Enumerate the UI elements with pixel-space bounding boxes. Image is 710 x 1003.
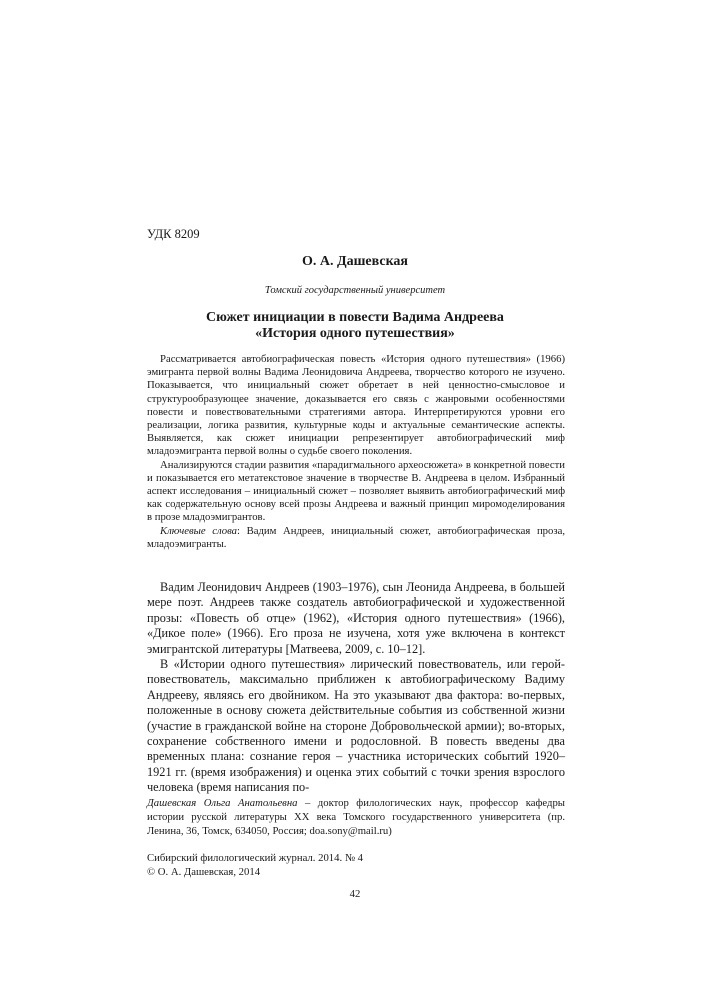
footnote-text: – доктор филологических наук, профессор кафедры истории русской литературы XX века Томского государственного университета (пр. Ленина, 36, Томск, 634050, Россия; doa.sony@mail.ru) [147, 797, 565, 837]
journal-info [147, 852, 363, 879]
copyright: © О. А. Дашевская, 2014 [147, 865, 261, 878]
abstract [147, 353, 565, 551]
udk-code: УДК 8209 [147, 227, 200, 241]
article-title-line-1: Сюжет инициации в повести Вадима Андреева [206, 310, 504, 325]
article-title [147, 310, 563, 342]
article-title-line-2: «История одного путешествия» [255, 326, 455, 341]
article-body [147, 580, 565, 796]
abstract-paragraph-2: Анализируются стадии развития «парадигмального археосюжета» в конкретной повести и показывается его метатекстовое значение в творчестве В. Андреева в целом. Избранный аспект исследования – инициальный сюжет – позволяет выявить автобиографический миф как содержательную основу всей прозы Андреева и важный принцип миромоделирования в прозе младоэмигрантов. [147, 458, 565, 524]
author-affiliation: Томский государственный университет [264, 285, 446, 296]
keywords [147, 525, 565, 551]
author-name: О. А. Дашевская [301, 254, 409, 269]
body-paragraph-2: В «Истории одного путешествия» лирический повествователь, или герой-повествователь, максимально приближен к автобиографическому Вадиму Андрееву, являясь его двойником. На это указывают два фактора: во-первых, положенные в основу сюжета действительные события из собственной жизни (участие в гражданской войне на стороне Добровольческой армии); во-вторых, сохранение собственного имени и родословной. В повесть введены два временных плана: сознание героя – участника исторических событий 1920–1921 гг. (время изображения) и оценка этих событий с точки зрения взрослого человека (время написания по- [147, 657, 565, 795]
keywords-label: Ключевые слова [160, 524, 238, 537]
keywords-list: : Вадим Андреев, инициальный сюжет, автобиографическая проза, младоэмигранты. [147, 524, 565, 550]
footnote-author-name: Дашевская Ольга Анатольевна [147, 797, 298, 809]
journal-citation: Сибирский филологический журнал. 2014. № 4 [147, 852, 364, 864]
abstract-paragraph-1: Рассматривается автобиографическая повесть «История одного путешествия» (1966) эмигранта первой волны Вадима Леонидовича Андреева, творчество которого не изучено. Показывается, что инициальный сюжет обретает в ней ценностно-смысловое и структурообразующее значение, доказывается его связь с жанровыми особенностями повести и повествовательными стратегиями автора. Интерпретируются уровни его реализации, логика развития, культурные коды и актуальные семантические аспекты. Выявляется, как сюжет инициации репрезентирует автобиографический миф младоэмигранта первой волны о судьбе своего поколения. [147, 353, 565, 458]
author-footnote [147, 796, 565, 838]
page-number: 42 [349, 888, 361, 900]
body-paragraph-1: Вадим Леонидович Андреев (1903–1976), сын Леонида Андреева, в большей мере поэт. Андреев также создатель автобиографической и художественной прозы: «Повесть об отце» (1962), «История одного путешествия» (1966), «Дикое поле» (1966). Его проза не изучена, хотя уже включена в контекст эмигрантской литературы [Матвеева, 2009, с. 10–12]. [147, 580, 565, 656]
